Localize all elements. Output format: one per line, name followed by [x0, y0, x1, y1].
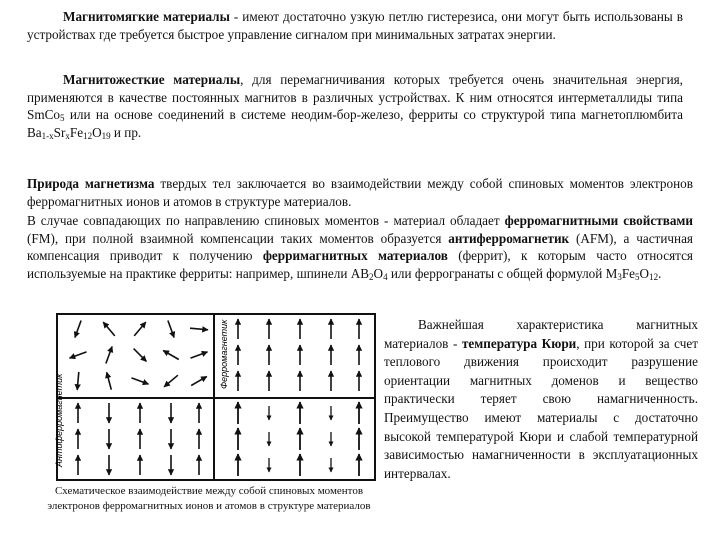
term-nature-of-magnetism: Природа магнетизма: [27, 176, 155, 191]
antiferromagnetic-quadrant: [78, 403, 199, 475]
term-ferromagnetic: ферромагнитными свойствами: [504, 213, 694, 228]
spin-arrow: [163, 351, 179, 360]
spin-arrow: [168, 321, 174, 338]
spin-arrow: [75, 321, 81, 338]
spin-arrow: [164, 375, 178, 387]
figure-caption: Схематическое взаимодействие между собой спиновых моментов электронов ферромагнитных ионов и атомов в структуре материалов: [47, 485, 371, 512]
spin-diagram: [56, 313, 376, 481]
spin-arrow: [70, 352, 87, 358]
spin-arrow: [190, 328, 208, 330]
spin-arrow: [134, 349, 147, 362]
paragraph-nature-of-magnetism: Природа магнетизма твердых тел заключается во взаимодействии между собой спиновых моментов электронов ферромагнитных ионов и атомов в структуре материалов.: [27, 176, 694, 209]
spin-arrow: [103, 322, 115, 336]
label-antiferromagnetic: Антиферромагнетик: [54, 373, 64, 467]
term-antiferromagnetic: антиферромагнетик: [448, 230, 570, 246]
ferrimagnetic-quadrant: [238, 402, 359, 476]
spin-arrow: [134, 322, 146, 336]
paragraph-soft-magnetic: Магнитомягкие материалы - имеют достаточно узкую петлю гистерезиса, они могут быть использованы в устройствах где требуется быстрое управление сигналом при минимальных затратах энергии.: [27, 9, 683, 42]
spin-arrow: [191, 377, 207, 386]
term-hard-magnetic: Магнитожесткие материалы: [63, 72, 241, 87]
spin-arrow: [132, 378, 149, 384]
ferromagnetic-quadrant: [238, 319, 359, 391]
spin-arrow: [107, 372, 112, 389]
spin-arrow: [191, 352, 208, 358]
paragraph-hard-magnetic: Магнитожесткие материалы, для перемагничивания которых требуется очень значительная энергия, применяются в качестве постоянных магнитов в различных устройствах. К ним относятся интерметаллиды типа SmCo$_5$ или на основе соединений в системе неодим-бор-железо, ферриты со структурой типа магнетоплюмбита $Ba_{1-x}Sr_xFe_{12}O_{19}$ и пр.: [27, 72, 683, 141]
term-ferrimagnetic: ферримагнитных материалов: [262, 248, 448, 263]
term-curie-temperature: температура Кюри: [461, 335, 577, 351]
paragraph-curie-temperature: Важнейшая характеристика магнитных материалов - температура Кюри, при которой за счет теплового движения происходит разрушение ориентации магнитных доменов и вещество практически теряет свою намагниченность. Преимущество имеют материалы с достаточно высокой температурой Кюри и слабой температурной зависимостью намагниченности в эксплуатационных интервалах.: [384, 317, 699, 481]
spin-arrow: [77, 372, 79, 390]
spin-arrow: [106, 347, 112, 364]
term-soft-magnetic: Магнитомягкие материалы: [63, 9, 230, 24]
paramagnetic-quadrant: [70, 321, 209, 391]
paragraph-magnetic-ordering: В случае совпадающих по направлению спиновых моментов - материал обладает ферромагнитными свойствами (FM), при полной взаимной компенсации таких моментов образуется антиферромагнетик (AFM), а частичная компенсация приводит к получению ферримагнитных материалов (феррит), к которым часто относятся используемые на практике ферриты: например, шпинели $AB_2O_4$ или феррогранаты с общей формулой $M_3Fe_5O_{12}$.: [27, 213, 694, 282]
label-ferromagnetic: Ферромагнетик: [219, 319, 229, 389]
